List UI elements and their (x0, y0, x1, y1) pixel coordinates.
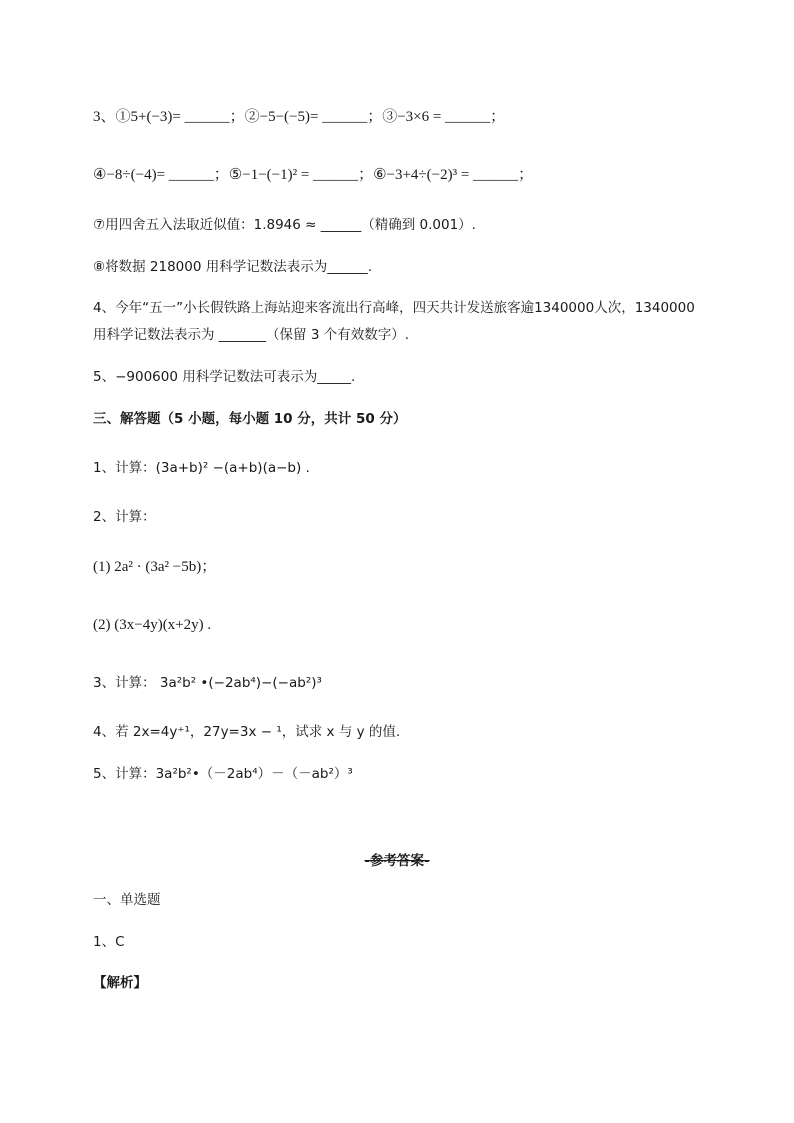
section3-q5: 5、计算：3a²b²•（－2ab⁴）－（－ab²）³ (93, 766, 353, 782)
section3-heading: 三、解答题（5 小题，每小题 10 分，共计 50 分） (93, 411, 407, 427)
fill-blank-q4-line1: 4、今年“五一”小长假铁路上海站迎来客流出行高峰，四天共计发送旅客逾1340000人次，1340000 (93, 300, 695, 316)
fill-blank-q4-line2: 用科学记数法表示为 _______（保留 3 个有效数字）. (93, 327, 410, 343)
fill-blank-q5: 5、−900600 用科学记数法可表示为_____. (93, 369, 356, 385)
answers-section1: 一、单选题 (93, 892, 161, 908)
section3-q2-part1: (1) 2a² · (3a² −5b)； (93, 559, 217, 575)
answers-analysis: 【解析】 (93, 975, 147, 991)
section3-q4: 4、若 2x=4y⁺¹，27y=3x − ¹，试求 x 与 y 的值. (93, 724, 401, 740)
fill-blank-q3-line1: 3、①5+(−3)= ______；②−5−(−5)= ______；③−3×6 = ______； (93, 109, 506, 125)
answers-title: -参考答案- (364, 853, 430, 869)
section3-q3: 3、计算： 3a²b² •(−2ab⁴)−(−ab²)³ (93, 675, 322, 691)
section3-q2-part2: (2) (3x−4y)(x+2y) . (93, 617, 212, 633)
fill-blank-q3-line2: ④−8÷(−4)= ______；⑤−1−(−1)² = ______；⑥−3+4÷(−2)³ = ______； (93, 167, 534, 183)
section3-q2-label: 2、计算： (93, 509, 156, 525)
section3-q1: 1、计算：(3a+b)² −(a+b)(a−b) . (93, 460, 310, 476)
answers-item1: 1、C (93, 934, 125, 950)
fill-blank-q3-line4: ⑧将数据 218000 用科学记数法表示为______. (93, 259, 373, 275)
fill-blank-q3-line3: ⑦用四舍五入法取近似值：1.8946 ≈ ______（精确到 0.001）. (93, 217, 476, 233)
